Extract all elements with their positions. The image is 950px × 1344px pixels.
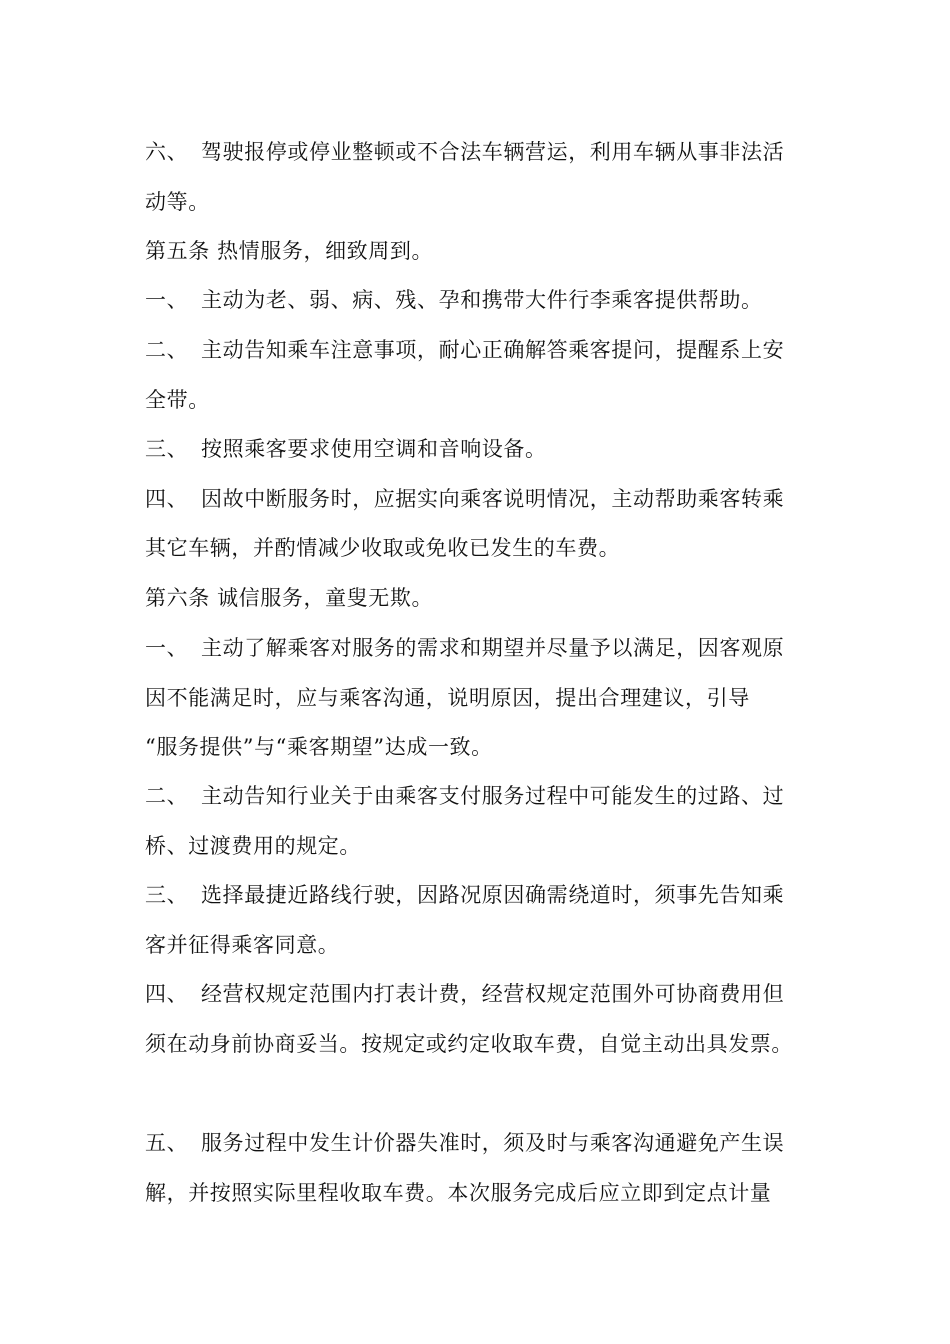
article-five-item-2-line-1 — [145, 336, 784, 364]
article-six-item-5-line-1 — [145, 1129, 784, 1157]
paragraph-text: 服务过程中发生计价器失准时，须及时与乘客沟通避免产生误 — [201, 1131, 785, 1155]
paragraph-text: 客并征得乘客同意。 — [145, 933, 340, 957]
article-five-heading — [145, 237, 433, 265]
article-six-item-1-line-1 — [145, 634, 784, 662]
paragraph-text: 驾驶报停或停业整顿或不合法车辆营运，利用车辆从事非法活 — [201, 140, 785, 164]
paragraph-text: “服务提供”与“乘客期望”达成一致。 — [145, 735, 493, 759]
article-six-item-4-line-1 — [145, 980, 784, 1008]
paragraph-text: 经营权规定范围内打表计费，经营权规定范围外可协商费用但 — [201, 982, 785, 1006]
paragraph-text: 其它车辆，并酌情减少收取或免收已发生的车费。 — [145, 536, 621, 560]
article-six-item-1-line-3 — [145, 733, 493, 761]
list-number: 四、 — [145, 487, 189, 511]
list-number: 四、 — [145, 982, 189, 1006]
paragraph-text: 主动为老、弱、病、残、孕和携带大件行李乘客提供帮助。 — [201, 288, 763, 312]
paragraph-text: 全带。 — [145, 388, 210, 412]
article-six-item-5-line-2 — [145, 1179, 771, 1207]
paragraph-text: 因不能满足时，应与乘客沟通，说明原因，提出合理建议，引导 — [145, 686, 750, 710]
list-number: 三、 — [145, 437, 189, 461]
list-number: 六、 — [145, 140, 189, 164]
paragraph-text: 因故中断服务时，应据实向乘客说明情况，主动帮助乘客转乘 — [201, 487, 785, 511]
paragraph-text: 桥、过渡费用的规定。 — [145, 834, 361, 858]
article-six-item-2-line-2 — [145, 832, 361, 860]
article-five-item-3 — [145, 435, 547, 463]
paragraph-text: 主动了解乘客对服务的需求和期望并尽量予以满足，因客观原 — [201, 636, 785, 660]
list-number: 五、 — [145, 1131, 189, 1155]
paragraph-text: 解，并按照实际里程收取车费。本次服务完成后应立即到定点计量 — [145, 1181, 772, 1205]
paragraph-text: 选择最捷近路线行驶，因路况原因确需绕道时，须事先告知乘 — [201, 883, 785, 907]
list-number: 二、 — [145, 338, 189, 362]
article-heading-text: 第六条 诚信服务，童叟无欺。 — [145, 586, 434, 610]
article-five-item-4-line-2 — [145, 534, 620, 562]
article-six-item-3-line-1 — [145, 881, 784, 909]
paragraph-text: 按照乘客要求使用空调和音响设备。 — [201, 437, 547, 461]
article-five-item-4-line-1 — [145, 485, 784, 513]
paragraph-text: 主动告知行业关于由乘客支付服务过程中可能发生的过路、过 — [201, 784, 785, 808]
list-number: 一、 — [145, 288, 189, 312]
article-six-item-3-line-2 — [145, 931, 339, 959]
article-five-item-2-line-2 — [145, 386, 210, 414]
article-six-item-2-line-1 — [145, 782, 784, 810]
paragraph-text: 主动告知乘车注意事项，耐心正确解答乘客提问，提醒系上安 — [201, 338, 785, 362]
paragraph-text: 须在动身前协商妥当。按规定或约定收取车费，自觉主动出具发票。 — [145, 1032, 793, 1056]
article-six-heading — [145, 584, 433, 612]
list-number: 一、 — [145, 636, 189, 660]
list-number: 三、 — [145, 883, 189, 907]
paragraph-text: 动等。 — [145, 190, 210, 214]
clause-six-line-1 — [145, 138, 784, 166]
article-six-item-1-line-2 — [145, 684, 750, 712]
article-five-item-1 — [145, 286, 763, 314]
article-six-item-4-line-2 — [145, 1030, 793, 1058]
list-number: 二、 — [145, 784, 189, 808]
clause-six-line-2 — [145, 188, 210, 216]
article-heading-text: 第五条 热情服务，细致周到。 — [145, 239, 434, 263]
